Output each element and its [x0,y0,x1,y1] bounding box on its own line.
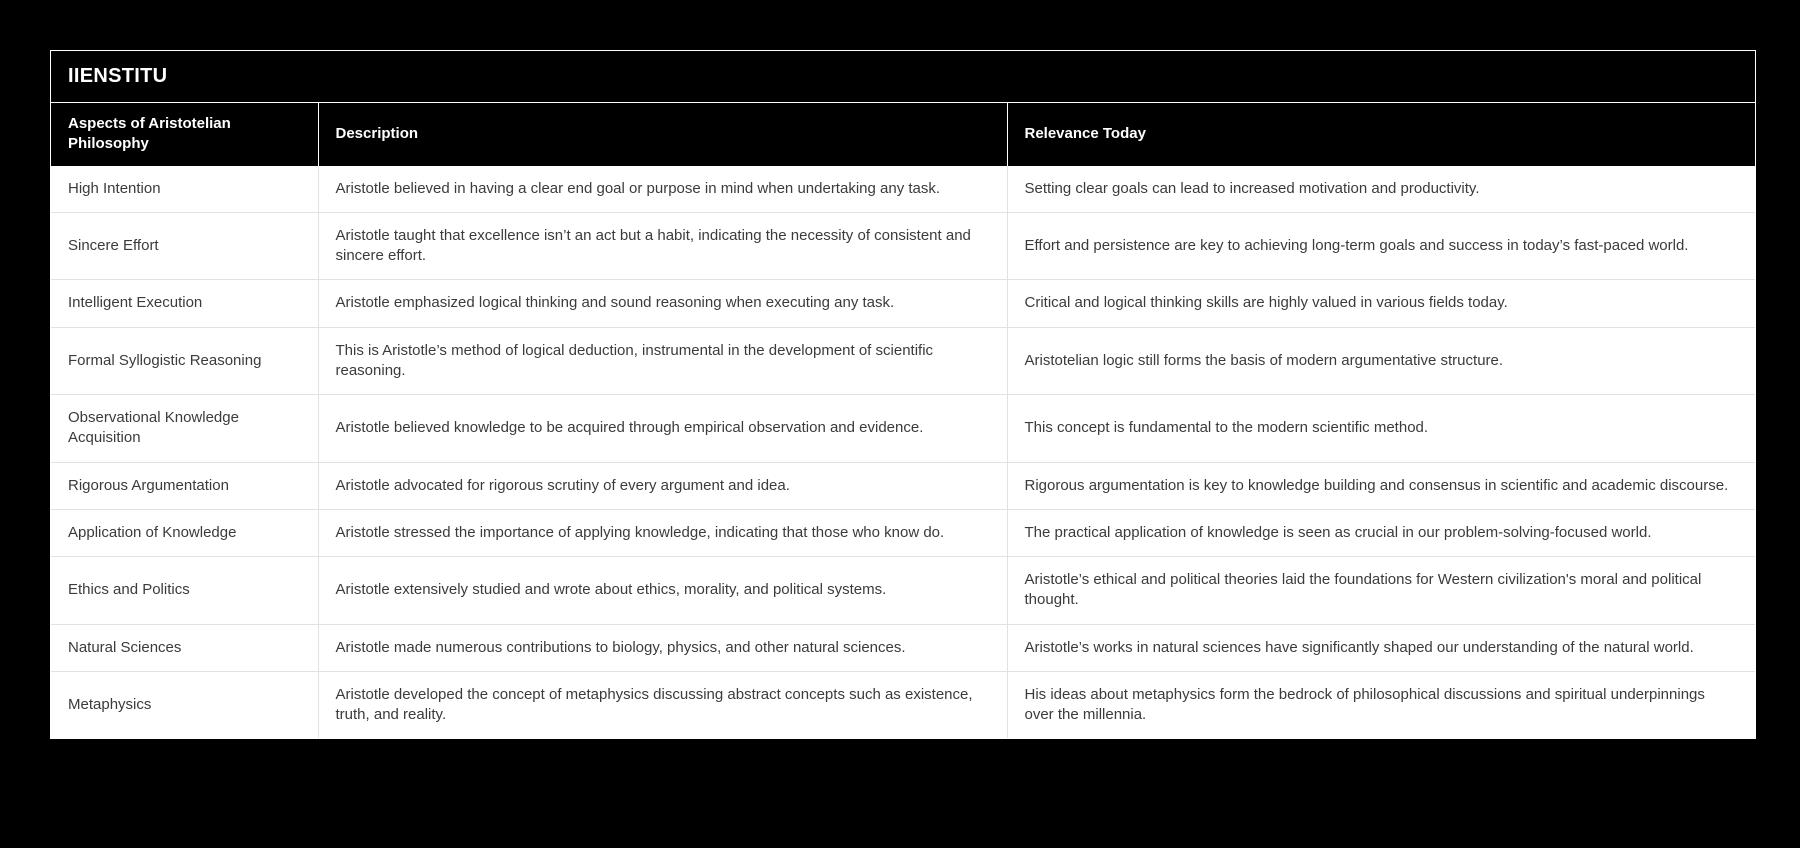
relevance-cell: His ideas about metaphysics form the bedrock of philosophical discussions and spiritual underpinnings over the millennia. [1007,671,1755,738]
aspect-cell: Intelligent Execution [51,280,318,327]
table-row [51,280,1755,327]
aristotle-table-card [50,50,1756,739]
table-row [51,509,1755,556]
aristotle-philosophy-table [51,103,1755,738]
description-cell: Aristotle believed knowledge to be acquired through empirical observation and evidence. [318,395,1007,463]
table-body [51,166,1755,739]
description-cell: Aristotle believed in having a clear end goal or purpose in mind when undertaking any task. [318,166,1007,213]
table-row [51,671,1755,738]
header-row [51,103,1755,166]
relevance-cell: Aristotelian logic still forms the basis of modern argumentative structure. [1007,327,1755,395]
table-row [51,166,1755,213]
relevance-cell: Critical and logical thinking skills are highly valued in various fields today. [1007,280,1755,327]
table-row [51,212,1755,280]
aspect-cell: Sincere Effort [51,212,318,280]
relevance-cell: Aristotle’s ethical and political theories laid the foundations for Western civilization's moral and political thought. [1007,557,1755,625]
description-cell: Aristotle emphasized logical thinking and sound reasoning when executing any task. [318,280,1007,327]
aspect-cell: Application of Knowledge [51,509,318,556]
description-cell: Aristotle stressed the importance of applying knowledge, indicating that those who know do. [318,509,1007,556]
column-header-relevance: Relevance Today [1007,103,1755,166]
table-row [51,624,1755,671]
description-cell: Aristotle developed the concept of metaphysics discussing abstract concepts such as existence, truth, and reality. [318,671,1007,738]
aspect-cell: Natural Sciences [51,624,318,671]
aspect-cell: Formal Syllogistic Reasoning [51,327,318,395]
relevance-cell: Rigorous argumentation is key to knowledge building and consensus in scientific and academic discourse. [1007,462,1755,509]
column-header-description: Description [318,103,1007,166]
description-cell: This is Aristotle’s method of logical deduction, instrumental in the development of scientific reasoning. [318,327,1007,395]
aspect-cell: Rigorous Argumentation [51,462,318,509]
table-row [51,327,1755,395]
table-row [51,557,1755,625]
relevance-cell: The practical application of knowledge is seen as crucial in our problem-solving-focused world. [1007,509,1755,556]
column-header-aspects: Aspects of Aristotelian Philosophy [51,103,318,166]
relevance-cell: This concept is fundamental to the modern scientific method. [1007,395,1755,463]
table-header [51,103,1755,166]
aspect-cell: Metaphysics [51,671,318,738]
relevance-cell: Setting clear goals can lead to increased motivation and productivity. [1007,166,1755,213]
description-cell: Aristotle made numerous contributions to biology, physics, and other natural sciences. [318,624,1007,671]
table-row [51,462,1755,509]
relevance-cell: Aristotle’s works in natural sciences have significantly shaped our understanding of the natural world. [1007,624,1755,671]
description-cell: Aristotle taught that excellence isn’t an act but a habit, indicating the necessity of consistent and sincere effort. [318,212,1007,280]
aspect-cell: Observational Knowledge Acquisition [51,395,318,463]
relevance-cell: Effort and persistence are key to achieving long-term goals and success in today’s fast-paced world. [1007,212,1755,280]
aspect-cell: Ethics and Politics [51,557,318,625]
aspect-cell: High Intention [51,166,318,213]
description-cell: Aristotle extensively studied and wrote about ethics, morality, and political systems. [318,557,1007,625]
brand-title: IIENSTITU [51,51,1755,103]
table-row [51,395,1755,463]
description-cell: Aristotle advocated for rigorous scrutiny of every argument and idea. [318,462,1007,509]
